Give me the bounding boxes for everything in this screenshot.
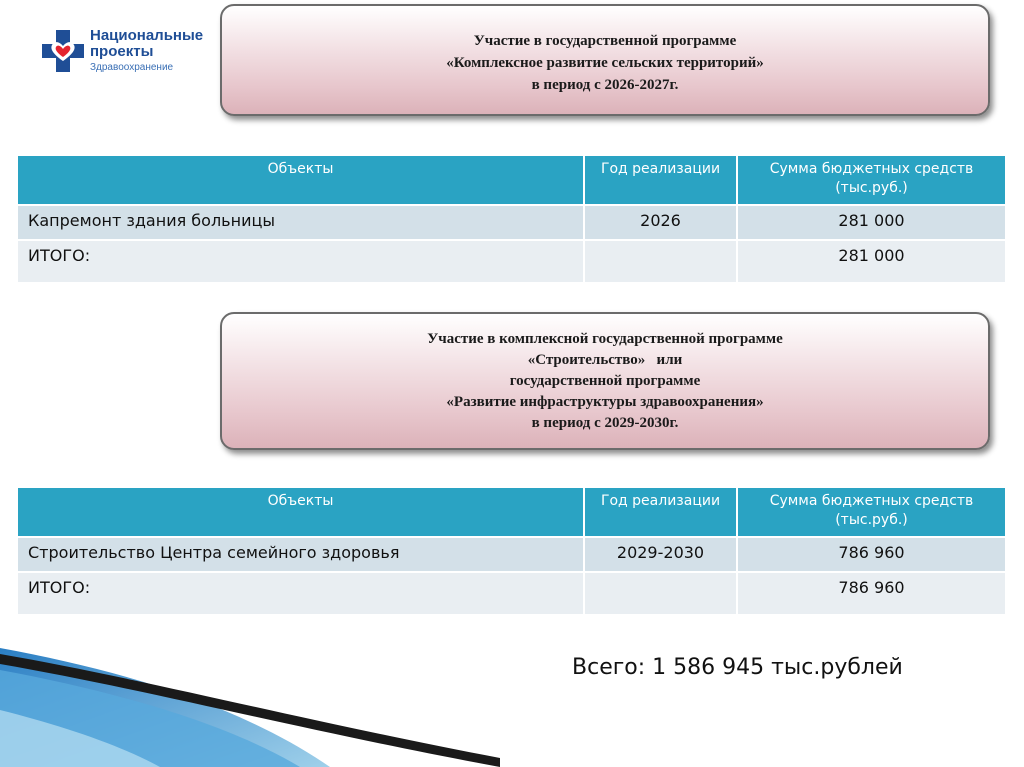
header-budget: Сумма бюджетных средств (тыс.руб.) (737, 488, 1005, 537)
table-total-row (18, 572, 1005, 614)
year-cell (584, 240, 737, 282)
year-cell: 2026 (584, 205, 737, 240)
banner1-line3: в период с 2026-2027г. (531, 77, 679, 93)
objects-table-2 (18, 488, 1005, 614)
banner2-line5: в период с 2029-2030г. (531, 414, 679, 431)
decorative-swoosh (0, 630, 500, 767)
year-cell: 2029-2030 (584, 537, 737, 572)
logo-text-line2: проекты (90, 43, 154, 60)
header-budget: Сумма бюджетных средств (тыс.руб.) (737, 156, 1005, 205)
budget-cell: 281 000 (737, 205, 1005, 240)
table-row (18, 537, 1005, 572)
table-header-row (18, 156, 1005, 205)
total-label-cell: ИТОГО: (18, 240, 584, 282)
object-cell: Строительство Центра семейного здоровья (18, 537, 584, 572)
header-year: Год реализации (584, 156, 737, 205)
banner2-line2: «Строительство» или (527, 351, 683, 368)
heart-cross-logo-icon (40, 28, 86, 74)
grand-total: Всего: 1 586 945 тыс.рублей (572, 655, 903, 680)
banner2-line1: Участие в комплексной государственной программе (427, 330, 783, 347)
banner1-line1: Участие в государственной программе (473, 33, 737, 49)
total-budget-cell: 281 000 (737, 240, 1005, 282)
table-total-row (18, 240, 1005, 282)
table-header-row (18, 488, 1005, 537)
banner1-line2: «Комплексное развитие сельских территорий» (446, 55, 764, 71)
objects-table-1 (18, 156, 1005, 282)
banner2-line3: государственной программе (509, 372, 701, 389)
object-cell: Капремонт здания больницы (18, 205, 584, 240)
national-projects-logo (40, 26, 220, 78)
total-label-cell: ИТОГО: (18, 572, 584, 614)
header-year: Год реализации (584, 488, 737, 537)
header-objects: Объекты (18, 488, 584, 537)
year-cell (584, 572, 737, 614)
total-budget-cell: 786 960 (737, 572, 1005, 614)
program-banner-2 (220, 312, 990, 450)
table-row (18, 205, 1005, 240)
logo-text-line1: Национальные (90, 27, 204, 44)
banner2-line4: «Развитие инфраструктуры здравоохранения» (446, 393, 764, 410)
logo-text-line3: Здравоохранение (90, 62, 174, 73)
header-objects: Объекты (18, 156, 584, 205)
budget-cell: 786 960 (737, 537, 1005, 572)
program-banner-1 (220, 4, 990, 116)
